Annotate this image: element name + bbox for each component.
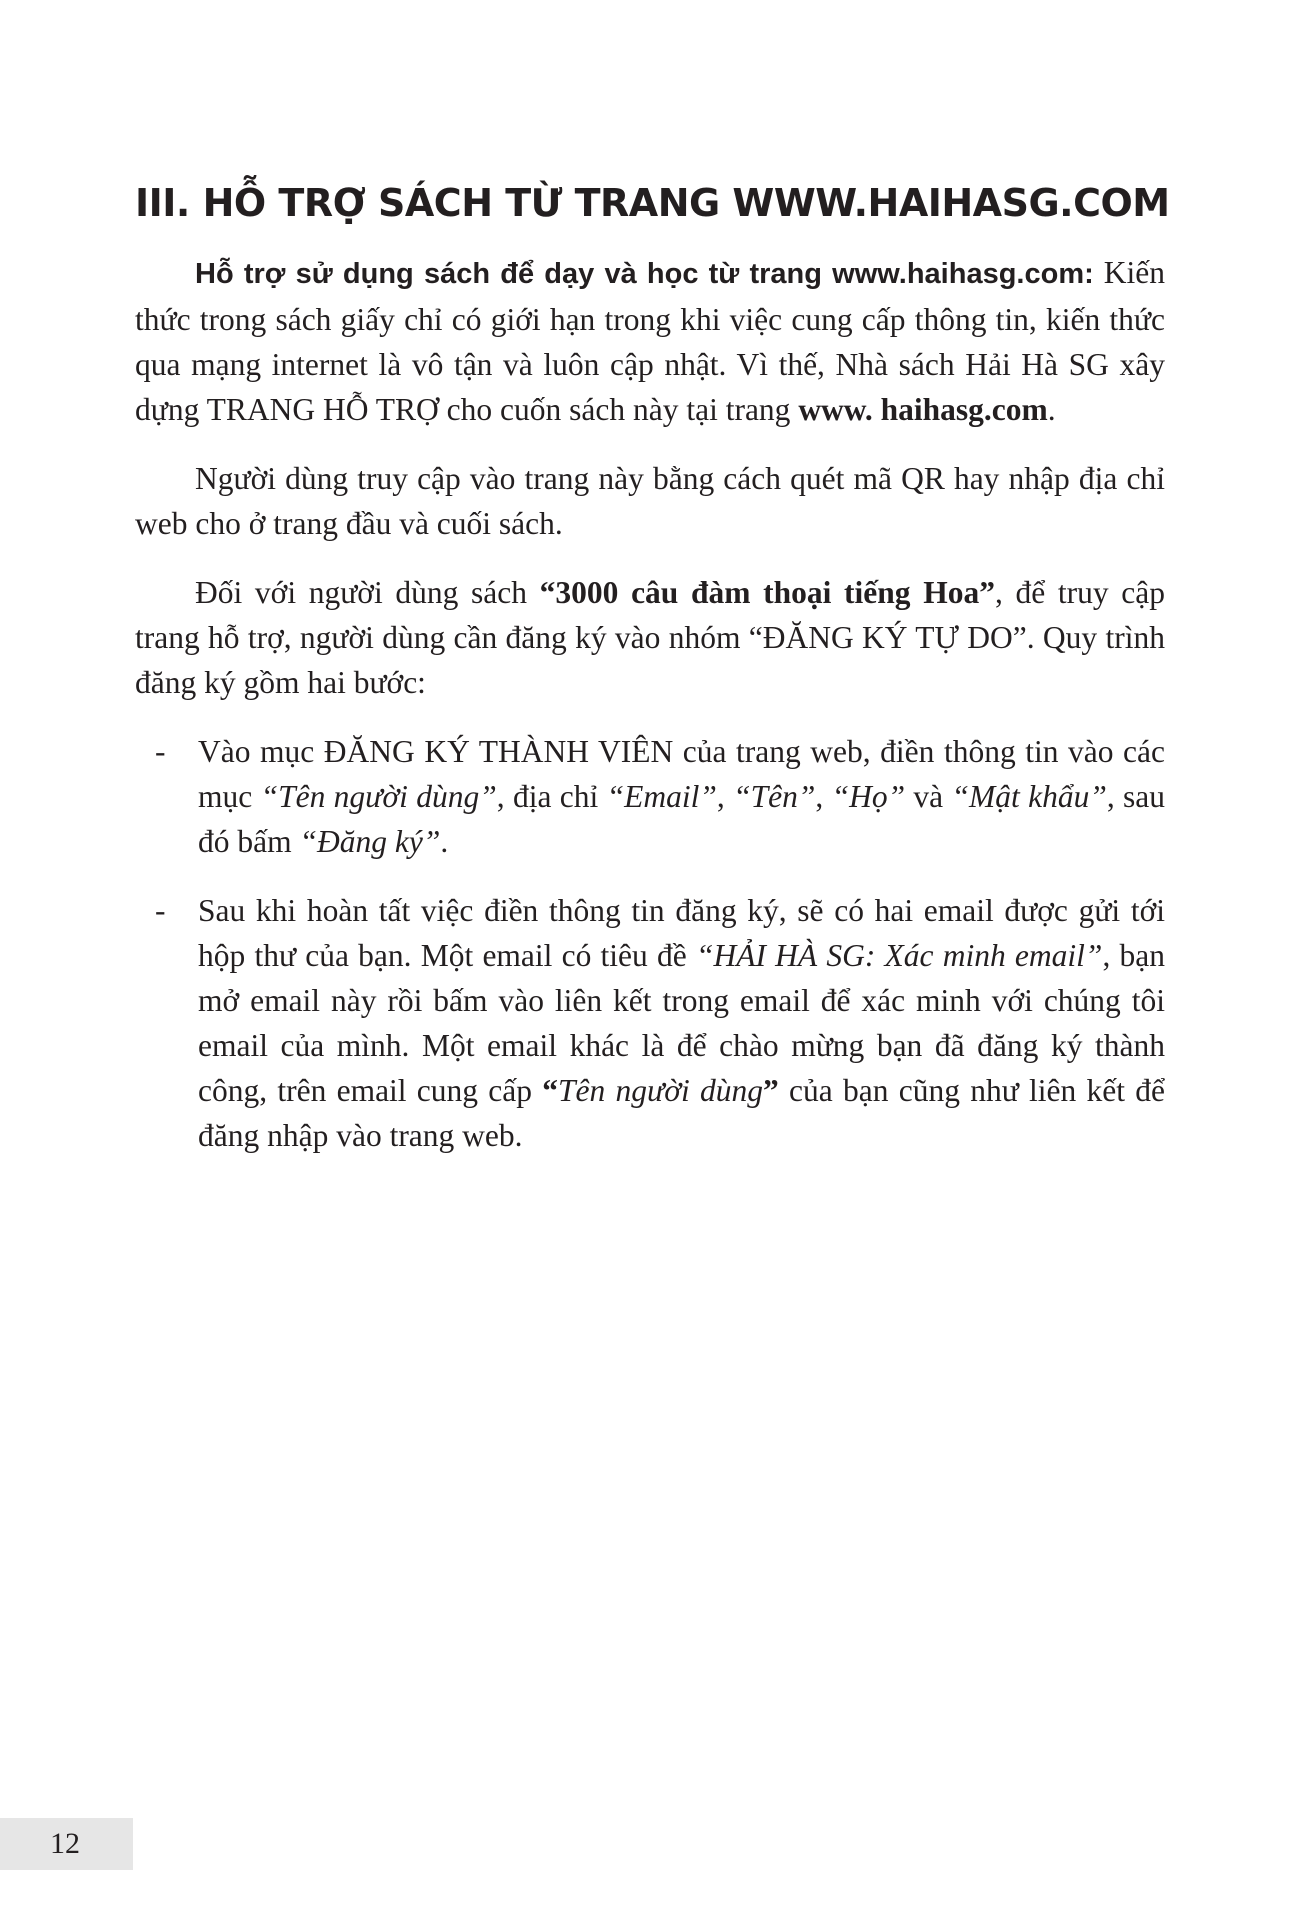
step1-c: , [716, 779, 734, 814]
step1-g: . [440, 824, 449, 859]
email-subject: “HẢI HÀ SG: Xác minh email” [695, 938, 1103, 973]
section-heading: III. HỖ TRỢ SÁCH TỪ TRANG WWW.HAIHASG.COM [135, 181, 1170, 225]
quote-open: “ [542, 1073, 559, 1108]
field-register: “Đăng ký” [299, 824, 441, 859]
paragraph-access: Người dùng truy cập vào trang này bằng cách quét mã QR hay nhập địa chỉ web cho ở trang đầu và cuối sách. [135, 461, 1165, 541]
book-title: “3000 câu đàm thoại tiếng Hoa” [539, 575, 995, 610]
quote-close: ” [763, 1073, 779, 1108]
intro-lead: Hỗ trợ sử dụng sách để dạy và học từ trang www.haihasg.com: [195, 258, 1094, 290]
field-email: “Email” [606, 779, 717, 814]
step1-f: , sau đó bấm [198, 779, 1166, 859]
list-item [135, 888, 1165, 1158]
field-first-name: “Tên” [733, 779, 816, 814]
page-number: 12 [50, 1827, 80, 1860]
field-username: “Tên người dùng” [260, 779, 497, 814]
bullet-dash: - [155, 893, 166, 928]
body-content [135, 250, 1165, 1182]
intro-body: Kiến thức trong sách giấy chỉ có giới hạn trong khi việc cung cấp thông tin, kiến thức qua mạng internet là vô tận và luôn cập nhật. Vì thế, Nhà sách Hải Hà SG xây dựng TRANG HỖ TRỢ cho cuốn sách này tại trang [135, 255, 1166, 427]
step2-b: , bạn mở email này rồi bấm vào liên kết trong email để xác minh với chúng tôi email của mình. Một email khác là để chào mừng bạn đã đăng ký thành công, trên email cung cấp [198, 938, 1166, 1108]
site-link-text: www. haihasg.com [798, 392, 1048, 427]
step2-c: của bạn cũng như liên kết để đăng nhập vào trang web. [198, 1073, 1166, 1153]
step1-b: , địa chỉ [496, 779, 607, 814]
username-term: Tên người dùng [558, 1073, 764, 1108]
intro-end: . [1047, 392, 1056, 427]
step1-d: , [815, 779, 832, 814]
registration-text-a: Đối với người dùng sách [195, 575, 540, 610]
page-number-tab [0, 1818, 133, 1870]
steps-list [135, 729, 1165, 1158]
step2-a: Sau khi hoàn tất việc điền thông tin đăng ký, sẽ có hai email được gửi tới hộp thư của bạn. Một email có tiêu đề [198, 893, 1165, 973]
registration-text-b: , để truy cập trang hỗ trợ, người dùng cần đăng ký vào nhóm “ĐĂNG KÝ TỰ DO”. Quy trình đăng ký gồm hai bước: [135, 575, 1166, 700]
field-last-name: “Họ” [831, 779, 906, 814]
field-password: “Mật khẩu” [951, 779, 1107, 814]
step1-e: và [905, 779, 952, 814]
paragraph-registration [135, 570, 1165, 705]
paragraph-intro [135, 250, 1165, 432]
step1-a: Vào mục ĐĂNG KÝ THÀNH VIÊN của trang web, điền thông tin vào các mục [198, 734, 1165, 814]
list-item [135, 729, 1165, 864]
bullet-dash: - [155, 734, 166, 769]
